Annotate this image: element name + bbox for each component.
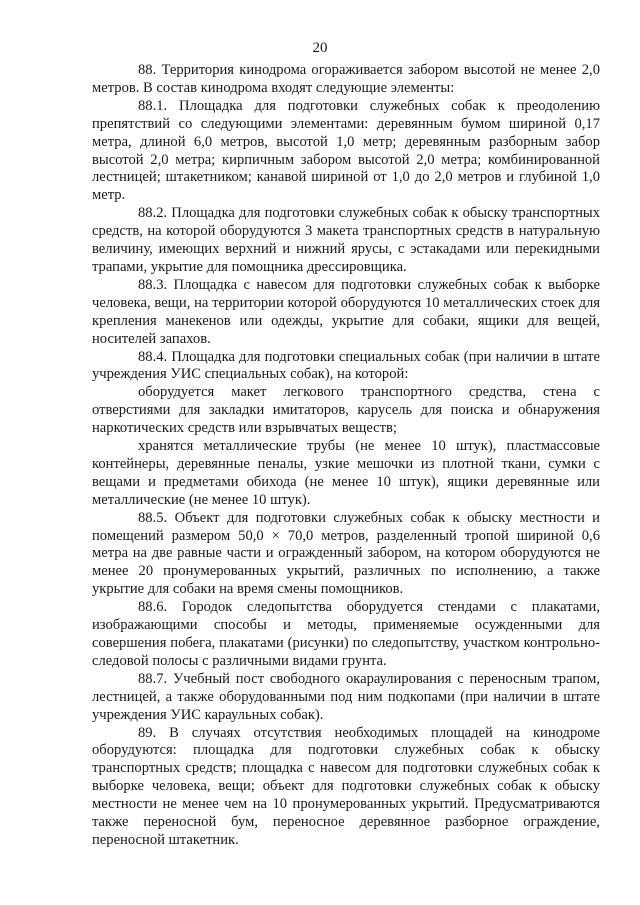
paragraph-89: 89. В случаях отсутствия необходимых площадей на кинодроме оборудуются: площадка для подготовки служебных собак к обыску транспортных средств; площадка с навесом для подготовки служебных собак к выборке человека, вещи; объект для подготовки служебных собак к обыску местности не менее чем на 10 пронумерованных укрытий. Предусматриваются также переносной бум, переносное деревянное разборное ограждение, переносной штакетник. [92,724,600,848]
paragraph-88-5: 88.5. Объект для подготовки служебных собак к обыску местности и помещений размером 50,0 × 70,0 метров, разделенный тропой шириной 0,6 метра на две равные части и огражденный забором, на котором оборудуются не менее 20 пронумерованных укрытий, различных по исполнению, а также укрытие для собаки на время смены помощников. [92,509,600,598]
paragraph-88-1: 88.1. Площадка для подготовки служебных собак к преодолению препятствий со следующими элементами: деревянным бумом шириной 0,17 метра, длиной 6,0 метров, высотой 1,0 метр; деревянным разборным забор высотой 2,0 метра; кирпичным забором высотой 2,0 метра; комбинированной лестницей; штакетником; канавой шириной от 1,0 до 2,0 метров и глубиной 1,0 метр. [92,97,600,204]
paragraph-88: 88. Территория кинодрома огораживается забором высотой не менее 2,0 метров. В состав кинодрома входят следующие элементы: [92,62,600,96]
document-body [92,62,600,850]
paragraph-88-4-item-storage: хранятся металлические трубы (не менее 10 штук), пластмассовые контейнеры, деревянные пеналы, узкие мешочки из плотной ткани, сумки с вещами и предметами обихода (не менее 10 штук), ящики деревянные или металлические (не менее 10 штук). [92,438,600,508]
page-number: 20 [312,40,328,56]
paragraph-88-2: 88.2. Площадка для подготовки служебных собак к обыску транспортных средств, на которой оборудуются 3 макета транспортных средств в натуральную величину, имеющих верхний и нижний ярусы, с эстакадами или перекидными трапами, укрытие для помощника дрессировщика. [92,205,600,275]
paragraph-88-4-item-equipment: оборудуется макет легкового транспортного средства, стена с отверстиями для закладки имитаторов, карусель для поиска и обнаружения наркотических средств или взрывчатых веществ; [92,384,600,437]
paragraph-88-4: 88.4. Площадка для подготовки специальных собак (при наличии в штате учреждения УИС специальных собак), на которой: [92,348,600,383]
paragraph-88-6: 88.6. Городок следопытства оборудуется стендами с плакатами, изображающими способы и методы, применяемые осужденными для совершения побега, плакатами (рисунки) по следопытству, участком контрольно-следовой полосы с различными видами грунта. [92,599,600,669]
paragraph-88-7: 88.7. Учебный пост свободного окараулирования с переносным трапом, лестницей, а также оборудованными под ним подкопами (при наличии в штате учреждения УИС караульных собак). [92,670,600,723]
paragraph-88-3: 88.3. Площадка с навесом для подготовки служебных собак к выборке человека, вещи, на территории которой оборудуются 10 металлических стоек для крепления манекенов или одежды, укрытие для собаки, ящики для вещей, носителей запахов. [92,276,600,347]
